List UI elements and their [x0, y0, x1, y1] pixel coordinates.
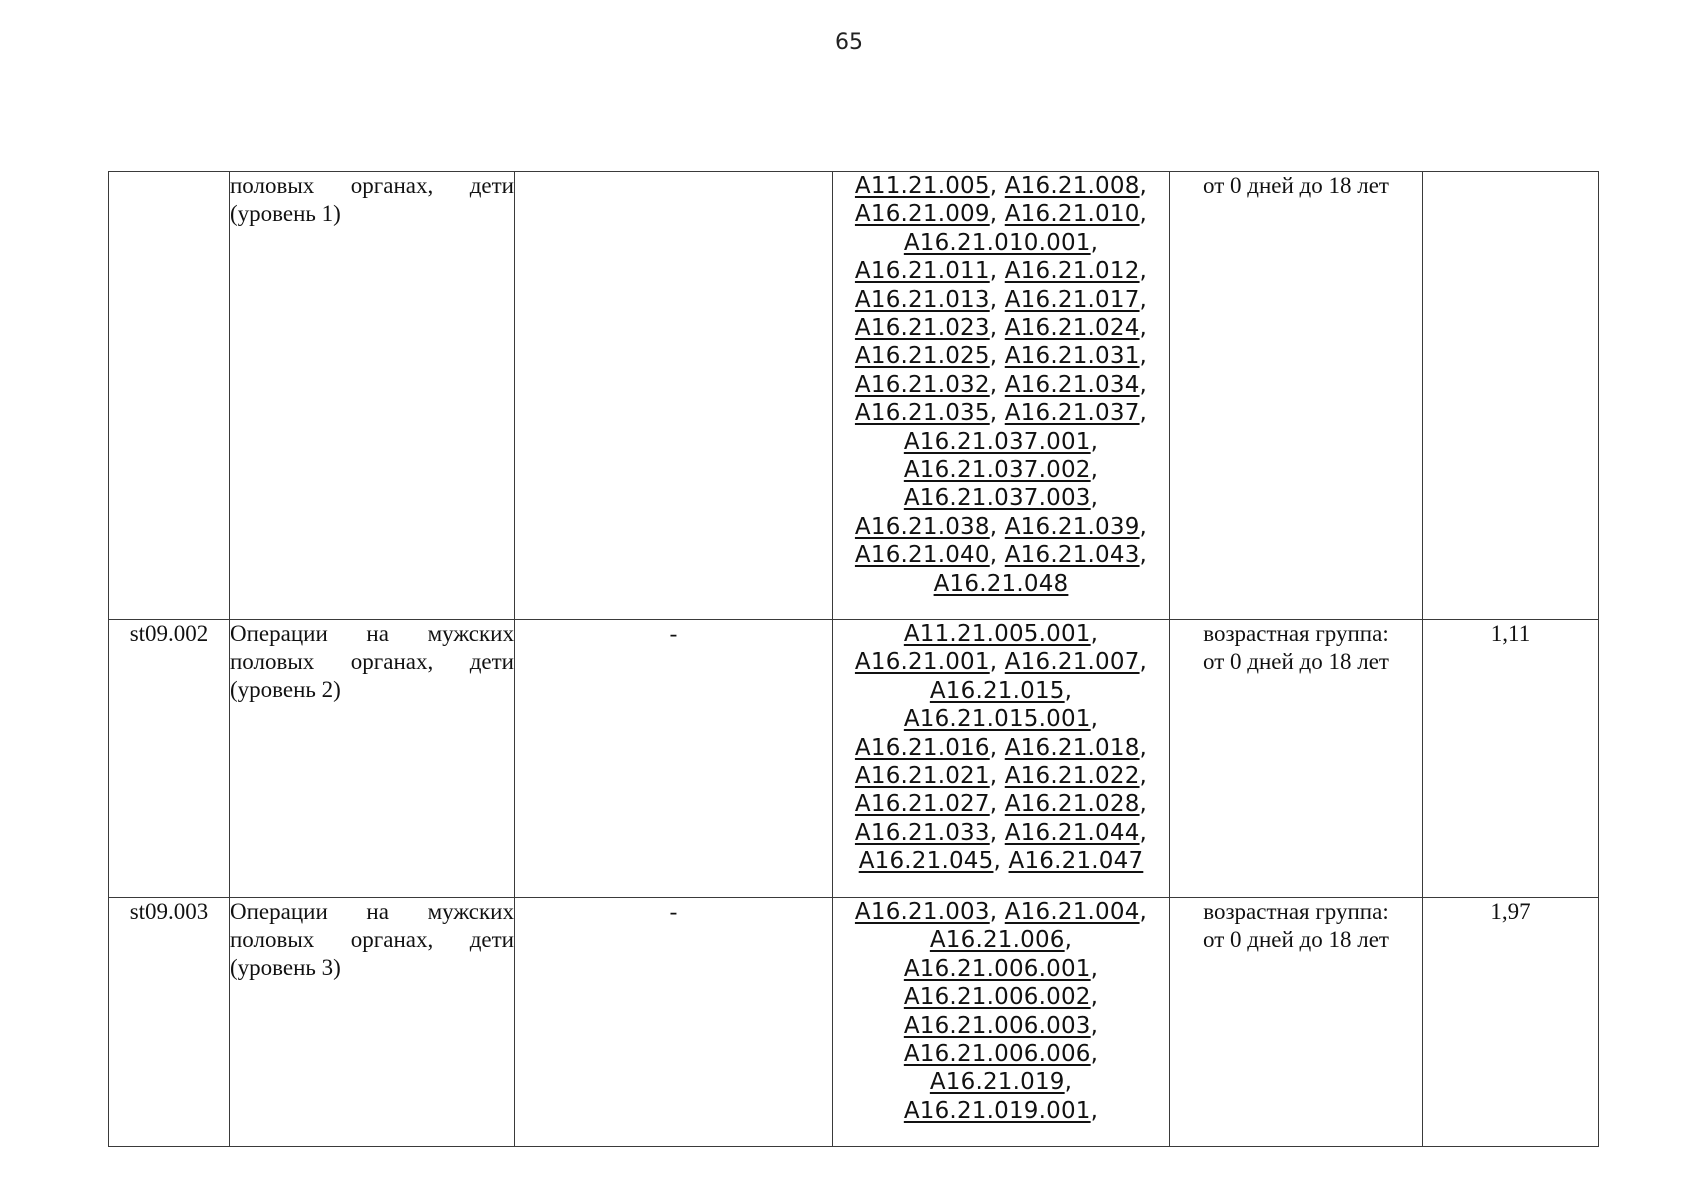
ksg-name-cell: половых органах, дети (уровень 1) [230, 172, 515, 620]
ksg-name-cell: Операции на мужских половых органах, дети (уровень 2) [230, 620, 515, 898]
ksg-name-cell: Операции на мужских половых органах, дети (уровень 3) [230, 898, 515, 1147]
service-code-link[interactable]: A16.21.037 [1004, 400, 1140, 427]
service-code-link[interactable]: A16.21.003 [854, 899, 990, 925]
service-code-link[interactable]: A16.21.043 [1004, 542, 1140, 569]
tariff-table [108, 171, 1599, 1147]
service-code-link[interactable]: A16.21.006.002 [903, 984, 1091, 1011]
diagnosis-cell: - [515, 620, 833, 898]
service-code-link[interactable]: A16.21.012 [1004, 258, 1140, 285]
service-code-link[interactable]: A16.21.008 [1004, 173, 1140, 199]
service-code-link[interactable]: A16.21.047 [1008, 848, 1144, 875]
page-number: 65 [835, 30, 863, 55]
service-code-link[interactable]: A16.21.037.001 [903, 428, 1091, 455]
service-code-link[interactable]: A16.21.009 [854, 201, 990, 228]
service-code-link[interactable]: A16.21.034 [1004, 371, 1140, 398]
service-code-link[interactable]: A16.21.019.001 [903, 1097, 1091, 1124]
service-code-link[interactable]: A16.21.015 [929, 677, 1065, 704]
diagnosis-cell: - [515, 898, 833, 1147]
coefficient-cell [1423, 172, 1599, 620]
service-code-link[interactable]: A16.21.011 [854, 258, 990, 285]
age-criteria-cell [1170, 898, 1423, 1147]
service-code-link[interactable]: A16.21.013 [854, 286, 990, 313]
service-code-link[interactable]: A16.21.007 [1004, 649, 1140, 676]
service-code-link[interactable]: A16.21.006 [929, 927, 1065, 954]
service-code-link[interactable]: A16.21.045 [858, 848, 994, 875]
age-criteria-line: от 0 дней до 18 лет [1203, 927, 1389, 952]
service-code-link[interactable]: A16.21.023 [854, 315, 990, 342]
diagnosis-cell [515, 172, 833, 620]
age-criteria-line: возрастная группа: [1203, 899, 1389, 924]
service-code-link[interactable]: A16.21.006.006 [903, 1041, 1091, 1068]
service-code-link[interactable]: A16.21.010 [1004, 201, 1140, 228]
service-code-link[interactable]: A11.21.005 [854, 173, 990, 199]
service-code-link[interactable]: A16.21.006.001 [903, 955, 1091, 982]
ksg-code-cell [109, 172, 230, 620]
age-criteria-line: от 0 дней до 18 лет [1203, 649, 1389, 674]
service-code-link[interactable]: A16.21.015.001 [903, 706, 1091, 733]
table-row [109, 620, 1599, 898]
service-code-link[interactable]: A16.21.017 [1004, 286, 1140, 313]
service-code-link[interactable]: A16.21.037.002 [903, 457, 1091, 484]
table-row [109, 172, 1599, 620]
service-code-link[interactable]: A16.21.016 [854, 734, 990, 761]
services-cell: A16.21.003, A16.21.004, A16.21.006, A16.21.006.001, A16.21.006.002, A16.21.006.003, A16.21.006.006, A16.21.019, A16.21.019.001, [833, 898, 1170, 1147]
service-code-link[interactable]: A16.21.006.003 [903, 1012, 1091, 1039]
service-code-link[interactable]: A16.21.021 [854, 763, 990, 790]
ksg-code-cell: st09.003 [109, 898, 230, 1147]
service-code-link[interactable]: A16.21.024 [1004, 315, 1140, 342]
service-code-link[interactable]: A16.21.033 [854, 819, 990, 846]
age-criteria-cell [1170, 172, 1423, 620]
service-code-link[interactable]: A16.21.048 [933, 570, 1069, 597]
age-criteria-line: от 0 дней до 18 лет [1203, 173, 1389, 198]
service-code-link[interactable]: A16.21.037.003 [903, 485, 1091, 512]
service-code-link[interactable]: A16.21.027 [854, 791, 990, 818]
service-code-link[interactable]: A16.21.022 [1004, 763, 1140, 790]
coefficient-cell: 1,97 [1423, 898, 1599, 1147]
coefficient-cell: 1,11 [1423, 620, 1599, 898]
table-row [109, 898, 1599, 1147]
service-code-link[interactable]: A16.21.010.001 [903, 229, 1091, 256]
service-code-link[interactable]: A16.21.001 [854, 649, 990, 676]
age-criteria-line: возрастная группа: [1203, 621, 1389, 646]
age-criteria-cell [1170, 620, 1423, 898]
service-code-link[interactable]: A16.21.018 [1004, 734, 1140, 761]
service-code-link[interactable]: A16.21.035 [854, 400, 990, 427]
service-code-link[interactable]: A16.21.038 [854, 513, 990, 540]
service-code-link[interactable]: A16.21.040 [854, 542, 990, 569]
service-code-link[interactable]: A16.21.028 [1004, 791, 1140, 818]
service-code-link[interactable]: A16.21.004 [1004, 899, 1140, 925]
services-cell: A11.21.005, A16.21.008, A16.21.009, A16.21.010, A16.21.010.001, A16.21.011, A16.21.012, A16.21.013, A16.21.017, A16.21.023, A16.21.024, A16.21.025, A16.21.031, A16.21.032, A16.21.034, A16.21.035, A16.21.037, A16.21.037.001, A16.21.037.002, A16.21.037.003, A16.21.038, A16.21.039, A16.21.040, A16.21.043, A16.21.048 [833, 172, 1170, 620]
service-code-link[interactable]: A16.21.044 [1004, 819, 1140, 846]
service-code-link[interactable]: A16.21.025 [854, 343, 990, 370]
service-code-link[interactable]: A16.21.019 [929, 1069, 1065, 1096]
service-code-link[interactable]: A16.21.032 [854, 371, 990, 398]
service-code-link[interactable]: A11.21.005.001 [903, 621, 1091, 647]
service-code-link[interactable]: A16.21.031 [1004, 343, 1140, 370]
service-code-link[interactable]: A16.21.039 [1004, 513, 1140, 540]
services-cell: A11.21.005.001, A16.21.001, A16.21.007, A16.21.015, A16.21.015.001, A16.21.016, A16.21.018, A16.21.021, A16.21.022, A16.21.027, A16.21.028, A16.21.033, A16.21.044, A16.21.045, A16.21.047 [833, 620, 1170, 898]
ksg-code-cell: st09.002 [109, 620, 230, 898]
